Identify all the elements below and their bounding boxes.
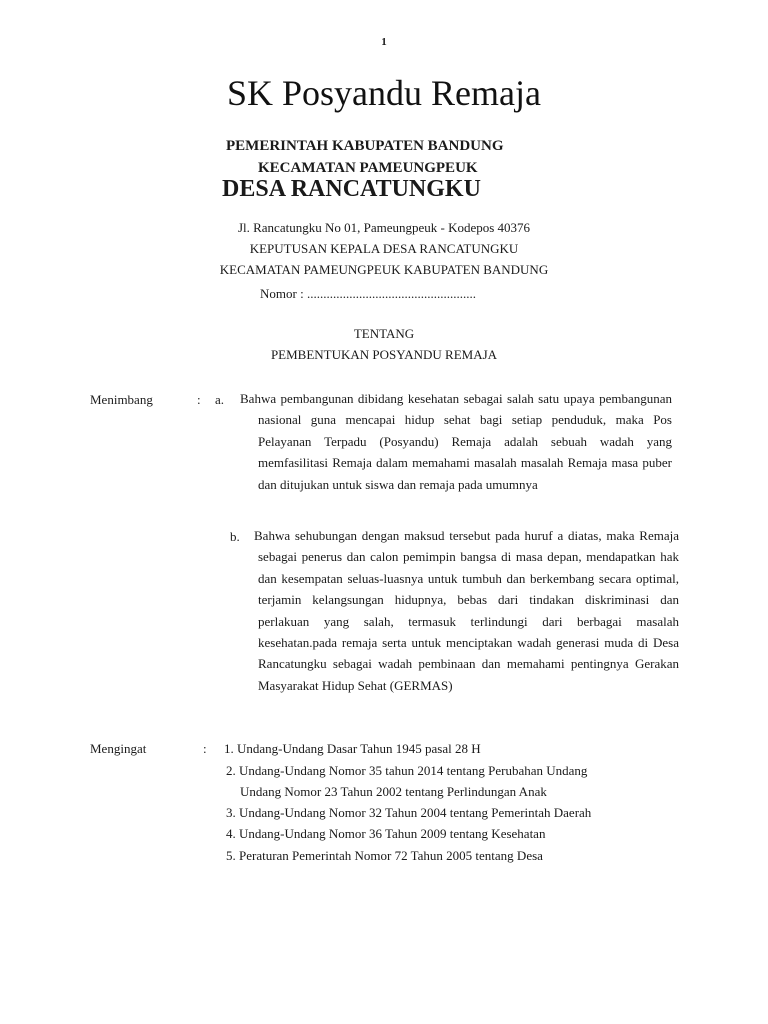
menimbang-item-a-marker: a.	[215, 392, 225, 407]
decree-heading-line2: KECAMATAN PAMEUNGPEUK KABUPATEN BANDUNG	[219, 262, 549, 277]
mengingat-label: Mengingat	[90, 741, 147, 756]
mengingat-item-1: 1. Undang-Undang Dasar Tahun 1945 pasal 28 H	[224, 741, 481, 756]
menimbang-label: Menimbang	[90, 392, 153, 407]
document-title: SK Posyandu Remaja	[227, 73, 541, 113]
about-heading: TENTANG	[353, 326, 415, 341]
government-line-village: DESA RANCATUNGKU	[222, 176, 481, 202]
menimbang-item-b-text: Bahwa sehubungan dengan maksud tersebut pada huruf a diatas, maka Remaja sebagai penerus dan calon pemimpin bangsa di masa depan, mendapatkan hak dan kesempatan seluas-luasnya untuk tumbuh dan berkembang secara optimal, terjamin kelangsungan hidupnya, bebas dari tindakan diskriminasi dan perlakuan yang salah, termasuk terlindungi dari berbagai masalah kesehatan.pada remaja serta untuk menciptakan wadah generasi muda di Desa Rancatungku sebagai wadah pembinaan dan memahami pentingnya Gerakan Masyarakat Hidup Sehat (GERMAS)	[254, 528, 679, 693]
mengingat-item-2: 2. Undang-Undang Nomor 35 tahun 2014 tentang Perubahan Undang	[226, 763, 588, 778]
mengingat-item-3: 3. Undang-Undang Nomor 32 Tahun 2004 tentang Pemerintah Daerah	[226, 805, 592, 820]
menimbang-item-a-text: Bahwa pembangunan dibidang kesehatan sebagai salah satu upaya pembangunan nasional guna mencapai hidup sehat bagi setiap penduduk, maka Pos Pelayanan Terpadu (Posyandu) Remaja adalah sebuah wadah yang memfasilitasi Remaja dalam memahami masalah masalah Remaja masa puber dan ditujukan untuk siswa dan remaja pada umumnya	[240, 391, 672, 492]
decree-subject: PEMBENTUKAN POSYANDU REMAJA	[270, 347, 498, 362]
village-address: Jl. Rancatungku No 01, Pameungpeuk - Kodepos 40376	[237, 220, 531, 235]
government-line-regency: PEMERINTAH KABUPATEN BANDUNG	[226, 138, 504, 154]
menimbang-colon: :	[197, 392, 201, 407]
decree-number: Nomor : ....................................................	[260, 286, 476, 301]
decree-heading-line1: KEPUTUSAN KEPALA DESA RANCATUNGKU	[249, 241, 519, 256]
menimbang-item-b-marker: b.	[230, 529, 240, 544]
mengingat-item-2-continuation: Undang Nomor 23 Tahun 2002 tentang Perlindungan Anak	[240, 784, 547, 799]
page-number: 1	[381, 36, 387, 48]
government-line-district: KECAMATAN PAMEUNGPEUK	[258, 160, 478, 176]
mengingat-colon: :	[203, 741, 207, 756]
mengingat-item-4: 4. Undang-Undang Nomor 36 Tahun 2009 tentang Kesehatan	[226, 826, 546, 841]
mengingat-item-5: 5. Peraturan Pemerintah Nomor 72 Tahun 2005 tentang Desa	[226, 848, 543, 863]
